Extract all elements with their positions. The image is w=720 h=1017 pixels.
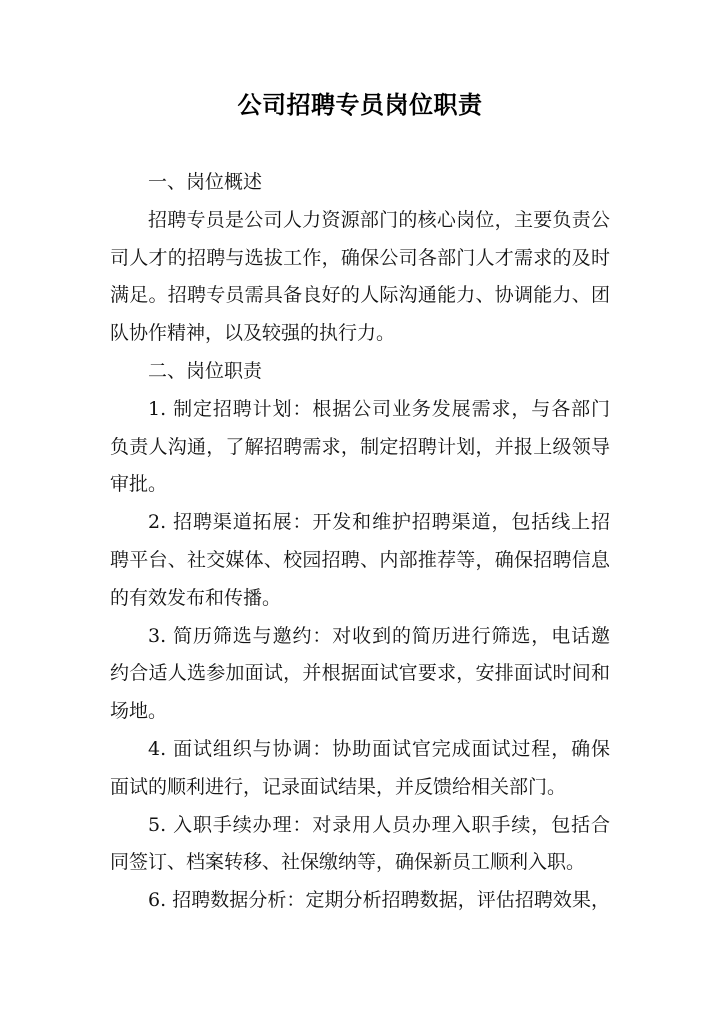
paragraph-line: 5. 入职手续办理：对录用人员办理入职手续，包括合 — [148, 813, 610, 836]
page-title: 公司招聘专员岗位职责 — [237, 90, 483, 119]
duty-item-6 — [110, 882, 610, 920]
paragraph-line: 3. 简历筛选与邀约：对收到的简历进行筛选，电话邀 — [148, 624, 610, 647]
paragraph-line: 的有效发布和传播。 — [110, 586, 282, 609]
duty-item-3 — [110, 618, 610, 731]
paragraph-line: 场地。 — [110, 700, 168, 723]
paragraph-line: 4. 面试组织与协调：协助面试官完成面试过程，确保 — [148, 737, 610, 760]
duty-item-4 — [110, 731, 610, 807]
paragraph-line: 招聘专员是公司人力资源部门的核心岗位，主要负责公 — [148, 208, 610, 231]
duty-item-2 — [110, 504, 610, 617]
paragraph-line: 聘平台、社交媒体、校园招聘、内部推荐等，确保招聘信息 — [110, 548, 610, 571]
paragraph-line: 队协作精神，以及较强的执行力。 — [110, 322, 396, 345]
paragraph-line: 司人才的招聘与选拔工作，确保公司各部门人才需求的及时 — [110, 246, 610, 269]
paragraph-line: 面试的顺利进行，记录面试结果，并反馈给相关部门。 — [110, 775, 567, 798]
paragraph-line: 同签订、档案转移、社保缴纳等，确保新员工顺利入职。 — [110, 851, 586, 874]
paragraph-line: 满足。招聘专员需具备良好的人际沟通能力、协调能力、团 — [110, 284, 610, 307]
paragraph-line: 约合适人选参加面试，并根据面试官要求，安排面试时间和 — [110, 662, 610, 685]
duty-item-1 — [110, 391, 610, 504]
paragraph-line: 6. 招聘数据分析：定期分析招聘数据，评估招聘效果， — [148, 889, 610, 912]
section-heading-duties: 二、岗位职责 — [148, 359, 263, 382]
duty-item-5 — [110, 807, 610, 883]
paragraph-line: 1. 制定招聘计划：根据公司业务发展需求，与各部门 — [148, 397, 610, 420]
paragraph-line: 2. 招聘渠道拓展：开发和维护招聘渠道，包括线上招 — [148, 511, 610, 534]
section-heading-overview: 一、岗位概述 — [148, 171, 263, 193]
document-body — [110, 164, 610, 920]
paragraph-line: 审批。 — [110, 473, 168, 496]
paragraph-line: 负责人沟通，了解招聘需求，制定招聘计划，并报上级领导 — [110, 435, 610, 458]
